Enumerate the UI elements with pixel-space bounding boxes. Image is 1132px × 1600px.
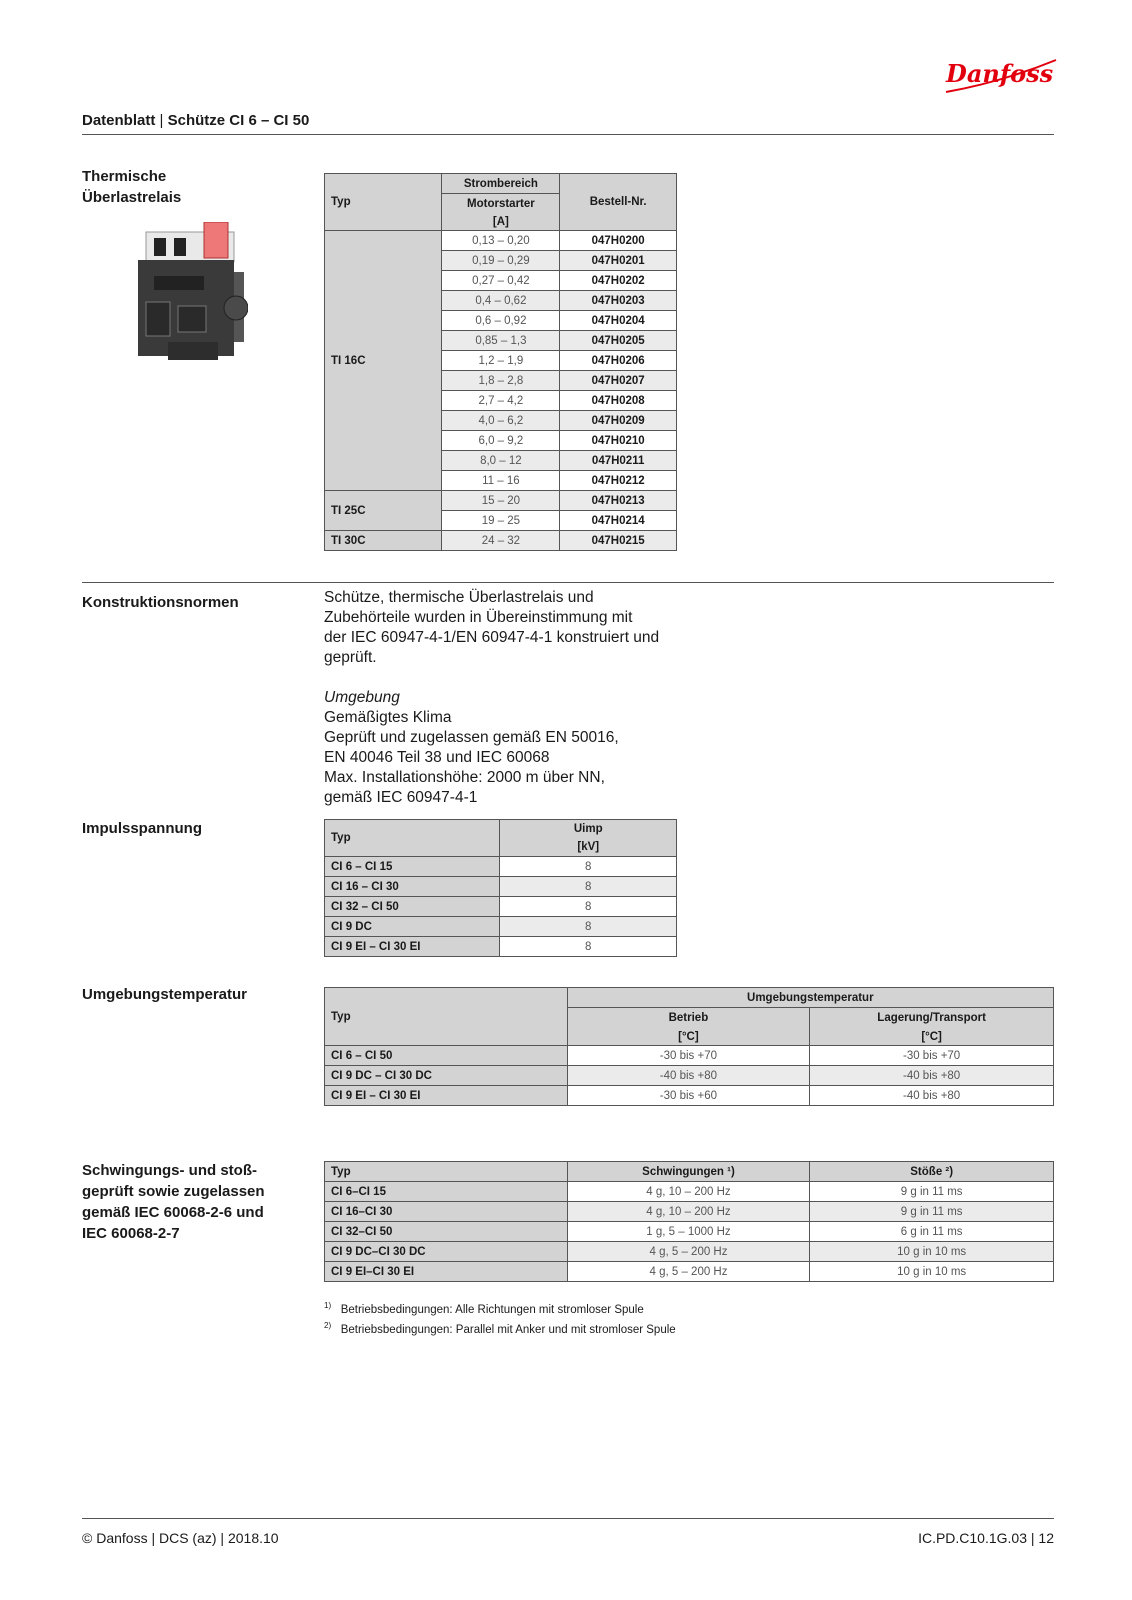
table-row: [325, 877, 677, 897]
col-typ: Typ: [325, 174, 442, 231]
col-unit: [kV]: [500, 838, 677, 857]
header-title: Schütze CI 6 – CI 50: [167, 112, 310, 129]
typ-cell: CI 32–CI 50: [325, 1222, 568, 1242]
value-cell: 8: [500, 857, 677, 877]
stoesse-cell: 9 g in 11 ms: [810, 1202, 1054, 1222]
stoesse-cell: 6 g in 11 ms: [810, 1222, 1054, 1242]
table-row: [325, 937, 677, 957]
col-unit: [A]: [442, 214, 560, 231]
typ-cell: CI 9 EI – CI 30 EI: [325, 1086, 568, 1106]
typ-cell: CI 9 EI–CI 30 EI: [325, 1262, 568, 1282]
typ-cell: TI 25C: [325, 491, 442, 531]
range-cell: 1,2 – 1,9: [442, 351, 560, 371]
col-motorstarter: Motorstarter: [442, 194, 560, 215]
table-row: [325, 491, 677, 511]
footer-right: IC.PD.C10.1G.03 | 12: [918, 1530, 1054, 1546]
schwingungen-cell: 4 g, 5 – 200 Hz: [567, 1262, 810, 1282]
footnote-2: $^{2)}$ Betriebsbedingungen: Parallel mit Anker und mit stromloser Spule: [324, 1320, 676, 1336]
konstruktion-line: geprüft.: [324, 649, 377, 666]
danfoss-logo: [942, 52, 1060, 96]
col-lagerung: Lagerung/Transport: [810, 1008, 1054, 1029]
schwingungen-cell: 4 g, 5 – 200 Hz: [567, 1242, 810, 1262]
section-title-thermal: Thermische Überlastrelais: [82, 168, 182, 206]
typ-cell: CI 9 EI – CI 30 EI: [325, 937, 500, 957]
order-number-cell: 047H0215: [560, 531, 677, 551]
range-cell: 0,27 – 0,42: [442, 271, 560, 291]
schwingungen-cell: 1 g, 5 – 1000 Hz: [567, 1222, 810, 1242]
logo-text: Danfoss: [946, 59, 1054, 88]
value-cell: 8: [500, 877, 677, 897]
table-row: [325, 1242, 1054, 1262]
konstruktion-line: der IEC 60947-4-1/EN 60947-4-1 konstruiert und: [324, 629, 660, 646]
order-number-cell: 047H0204: [560, 311, 677, 331]
value-cell: 8: [500, 897, 677, 917]
lagerung-cell: -30 bis +70: [810, 1046, 1054, 1066]
range-cell: 0,4 – 0,62: [442, 291, 560, 311]
schwingungen-cell: 4 g, 10 – 200 Hz: [567, 1182, 810, 1202]
environment-line: Gemäßigtes Klima: [324, 709, 452, 726]
konstruktion-line: Schütze, thermische Überlastrelais und: [324, 589, 594, 606]
typ-cell: CI 6–CI 15: [325, 1182, 568, 1202]
range-cell: 15 – 20: [442, 491, 560, 511]
range-cell: 0,19 – 0,29: [442, 251, 560, 271]
betrieb-cell: -40 bis +80: [567, 1066, 810, 1086]
relay-table: [324, 173, 677, 551]
value-cell: 8: [500, 937, 677, 957]
environment-line: gemäß IEC 60947-4-1: [324, 789, 478, 806]
range-cell: 0,6 – 0,92: [442, 311, 560, 331]
order-number-cell: 047H0200: [560, 231, 677, 251]
table-row: [325, 897, 677, 917]
lagerung-cell: -40 bis +80: [810, 1066, 1054, 1086]
order-number-cell: 047H0213: [560, 491, 677, 511]
footnote-1: $^{1)}$ Betriebsbedingungen: Alle Richtungen mit stromloser Spule: [324, 1301, 644, 1316]
order-number-cell: 047H0201: [560, 251, 677, 271]
range-cell: 8,0 – 12: [442, 451, 560, 471]
temp-table-body: [325, 1046, 1054, 1106]
header-separator: |: [159, 112, 164, 129]
footer-left: © Danfoss | DCS (az) | 2018.10: [82, 1530, 279, 1546]
col-typ: Typ: [325, 988, 568, 1046]
relay-product-image: [138, 222, 248, 364]
konstruktion-text: [324, 588, 704, 808]
col-betrieb: Betrieb: [567, 1008, 810, 1029]
betrieb-cell: -30 bis +60: [567, 1086, 810, 1106]
range-cell: 1,8 – 2,8: [442, 371, 560, 391]
order-number-cell: 047H0202: [560, 271, 677, 291]
col-bestell: Bestell-Nr.: [560, 174, 677, 231]
order-number-cell: 047H0214: [560, 511, 677, 531]
stoesse-cell: 10 g in 10 ms: [810, 1262, 1054, 1282]
impuls-table: [324, 819, 677, 957]
betrieb-cell: -30 bis +70: [567, 1046, 810, 1066]
col-unit: [°C]: [810, 1028, 1054, 1046]
range-cell: 4,0 – 6,2: [442, 411, 560, 431]
typ-cell: TI 30C: [325, 531, 442, 551]
stoesse-cell: 9 g in 11 ms: [810, 1182, 1054, 1202]
section-rule: [82, 582, 1054, 583]
lagerung-cell: -40 bis +80: [810, 1086, 1054, 1106]
environment-heading: Umgebung: [324, 689, 400, 706]
vibration-table: [324, 1161, 1054, 1282]
table-row: [325, 1182, 1054, 1202]
table-row: [325, 1086, 1054, 1106]
value-cell: 8: [500, 917, 677, 937]
typ-cell: CI 6 – CI 50: [325, 1046, 568, 1066]
section-title-konstruktion: Konstruktionsnormen: [82, 594, 239, 611]
order-number-cell: 047H0207: [560, 371, 677, 391]
range-cell: 24 – 32: [442, 531, 560, 551]
section-title-schwingung: Schwingungs- und stoß- geprüft sowie zugelassen gemäß IEC 60068-2-6 und IEC 60068-2-7: [82, 1162, 265, 1242]
typ-cell: CI 9 DC–CI 30 DC: [325, 1242, 568, 1262]
stoesse-cell: 10 g in 10 ms: [810, 1242, 1054, 1262]
table-row: [325, 857, 677, 877]
order-number-cell: 047H0209: [560, 411, 677, 431]
konstruktion-line: Zubehörteile wurden in Übereinstimmung mit: [324, 609, 633, 626]
table-row: [325, 531, 677, 551]
col-strombereich: Strombereich: [442, 174, 560, 194]
footer-rule: [82, 1518, 1054, 1519]
temp-table: [324, 987, 1054, 1106]
table-row: [325, 231, 677, 251]
header-rule: [82, 134, 1054, 135]
environment-line: EN 40046 Teil 38 und IEC 60068: [324, 749, 550, 766]
order-number-cell: 047H0205: [560, 331, 677, 351]
order-number-cell: 047H0211: [560, 451, 677, 471]
relay-table-body: [325, 231, 677, 551]
table-row: [325, 1066, 1054, 1086]
schwingungen-cell: 4 g, 10 – 200 Hz: [567, 1202, 810, 1222]
impuls-table-body: [325, 857, 677, 957]
table-row: [325, 1222, 1054, 1242]
table-row: [325, 1046, 1054, 1066]
typ-cell: CI 16–CI 30: [325, 1202, 568, 1222]
order-number-cell: 047H0208: [560, 391, 677, 411]
typ-cell: CI 6 – CI 15: [325, 857, 500, 877]
col-group: Umgebungstemperatur: [567, 988, 1053, 1008]
vibration-table-body: [325, 1182, 1054, 1282]
range-cell: 0,13 – 0,20: [442, 231, 560, 251]
typ-cell: CI 9 DC: [325, 917, 500, 937]
page-header: [82, 112, 309, 129]
col-stoesse: Stöße ²): [810, 1162, 1054, 1182]
order-number-cell: 047H0212: [560, 471, 677, 491]
footnotes: [324, 1298, 676, 1338]
typ-cell: CI 9 DC – CI 30 DC: [325, 1066, 568, 1086]
range-cell: 0,85 – 1,3: [442, 331, 560, 351]
section-title-impuls: Impulsspannung: [82, 820, 202, 837]
environment-line: Geprüft und zugelassen gemäß EN 50016,: [324, 729, 619, 746]
order-number-cell: 047H0210: [560, 431, 677, 451]
table-row: [325, 1202, 1054, 1222]
table-row: [325, 1262, 1054, 1282]
range-cell: 11 – 16: [442, 471, 560, 491]
range-cell: 2,7 – 4,2: [442, 391, 560, 411]
typ-cell: TI 16C: [325, 231, 442, 491]
col-typ: Typ: [325, 1162, 568, 1182]
table-row: [325, 917, 677, 937]
typ-cell: CI 32 – CI 50: [325, 897, 500, 917]
col-typ: Typ: [325, 820, 500, 857]
typ-cell: CI 16 – CI 30: [325, 877, 500, 897]
order-number-cell: 047H0206: [560, 351, 677, 371]
environment-line: Max. Installationshöhe: 2000 m über NN,: [324, 769, 605, 786]
col-schwingungen: Schwingungen ¹): [567, 1162, 810, 1182]
col-uimp: Uimp: [500, 820, 677, 839]
range-cell: 19 – 25: [442, 511, 560, 531]
col-unit: [°C]: [567, 1028, 810, 1046]
header-doc-type: Datenblatt: [82, 112, 156, 129]
order-number-cell: 047H0203: [560, 291, 677, 311]
range-cell: 6,0 – 9,2: [442, 431, 560, 451]
section-title-umgebung: Umgebungstemperatur: [82, 986, 248, 1003]
